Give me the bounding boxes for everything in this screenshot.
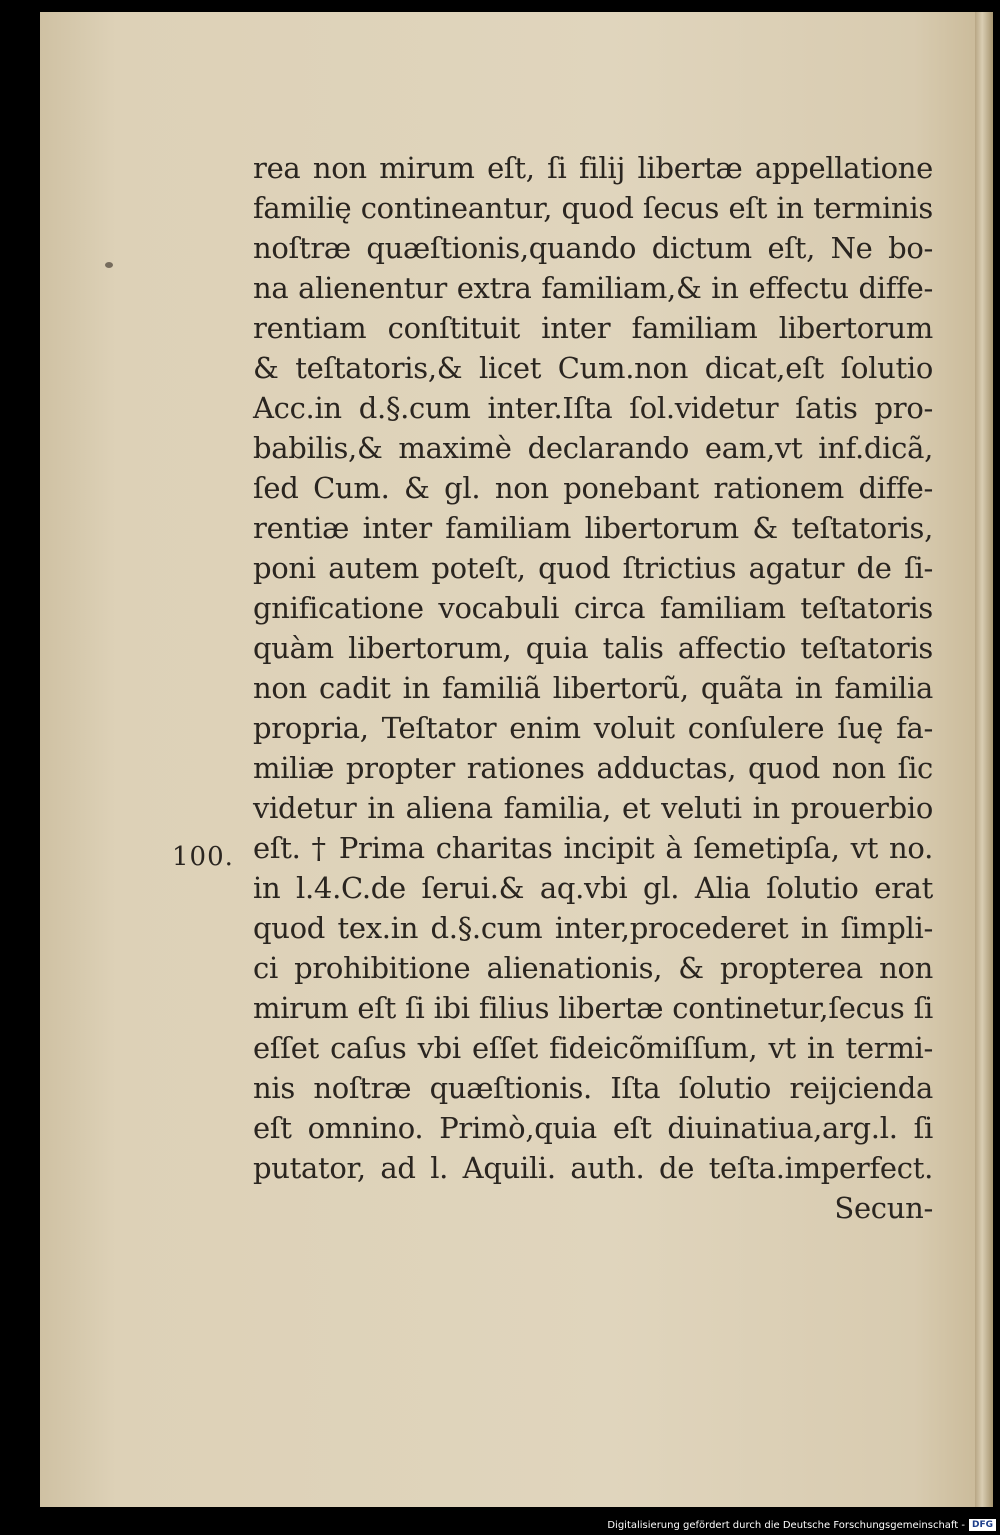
body-text <box>253 148 933 1228</box>
text-line: ſed Cum. & gl. non ponebant rationem diffe- <box>253 471 933 505</box>
text-line: quod tex.in d.§.cum inter,procederet in ſimpli- <box>253 911 933 945</box>
text-line: in l.4.C.de ſerui.& aq.vbi gl. Alia ſolutio erat <box>253 871 933 905</box>
dfg-logo: DFG <box>969 1519 996 1531</box>
text-line: babilis,& maximè declarando eam,vt inf.dicã, <box>253 431 933 465</box>
text-line: videtur in aliena familia, et veluti in prouerbio <box>253 791 933 825</box>
ink-speck <box>105 262 113 268</box>
text-line: ci prohibitione alienationis, & propterea non <box>253 951 933 985</box>
catchword: Secun- <box>834 1191 933 1225</box>
text-line: putator, ad l. Aquili. auth. de teſta.imperfect. <box>253 1151 933 1185</box>
text-line: rentiam conſtituit inter familiam libertorum <box>253 311 933 345</box>
text-line: quàm libertorum, quia talis affectio teſtatoris <box>253 631 933 665</box>
page-edge <box>975 12 993 1507</box>
text-line: familię contineantur, quod ſecus eſt in terminis <box>253 191 933 225</box>
text-line: eſſet caſus vbi eſſet fideicõmiſſum, vt in termi- <box>253 1031 933 1065</box>
text-line: Acc.in d.§.cum inter.Iſta ſol.videtur ſatis pro- <box>253 391 933 425</box>
text-line: noſtræ quæſtionis,quando dictum eſt, Ne bo- <box>253 231 933 265</box>
text-line: rentiæ inter familiam libertorum & teſtatoris, <box>253 511 933 545</box>
text-line: na alienentur extra familiam,& in effectu diffe- <box>253 271 933 305</box>
footer-credit <box>607 1517 996 1533</box>
text-line: & teſtatoris,& licet Cum.non dicat,eſt ſolutio <box>253 351 933 385</box>
text-line: miliæ propter rationes adductas, quod non ſic <box>253 751 933 785</box>
text-line: gnificatione vocabuli circa familiam teſtatoris <box>253 591 933 625</box>
text-line: propria, Teſtator enim voluit conſulere ſuę fa- <box>253 711 933 745</box>
footer-text: Digitalisierung gefördert durch die Deutsche Forschungsgemeinschaft - <box>607 1519 965 1531</box>
text-line: nis noſtræ quæſtionis. Iſta ſolutio reijcienda <box>253 1071 933 1105</box>
text-line: mirum eſt ſi ibi filius libertæ continetur,ſecus ſi <box>253 991 933 1025</box>
text-line: poni autem poteſt, quod ſtrictius agatur de ſi- <box>253 551 933 585</box>
text-line: eſt. † Prima charitas incipit à ſemetipſa, vt no. <box>253 831 933 865</box>
text-line: non cadit in familiã libertorũ, quãta in familia <box>253 671 933 705</box>
text-line: rea non mirum eſt, ſi filij libertæ appellatione <box>253 151 933 185</box>
margin-number: 100. <box>172 842 234 872</box>
text-line: eſt omnino. Primò,quia eſt diuinatiua,arg.l. ſi <box>253 1111 933 1145</box>
